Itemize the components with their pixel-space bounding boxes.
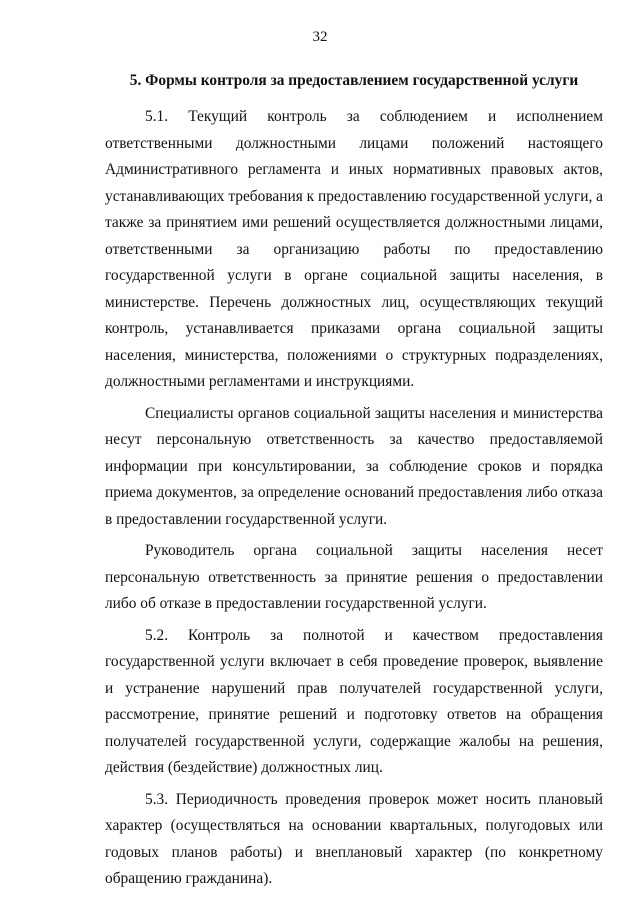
- paragraph-5-2: 5.2. Контроль за полнотой и качеством предоставления государственной услуги включает в себя проведение проверок, выявление и устранение нарушений прав получателей государственной услуги, рассмотрение, принятие решений и подготовку ответов на обращения получателей государственной услуги, содержащие жалобы на решения, действия (бездействие) должностных лиц.: [105, 626, 603, 776]
- page-number: 32: [312, 29, 328, 45]
- body-text: [105, 104, 603, 898]
- paragraph-5-3: 5.3. Периодичность проведения проверок может носить плановый характер (осуществляться на основании квартальных, полугодовых или годовых планов работы) и внеплановый характер (по конкретному обращению гражданина).: [105, 790, 603, 887]
- section-heading: 5. Формы контроля за предоставлением государственной услуги: [129, 72, 579, 89]
- paragraph-head-responsibility: Руководитель органа социальной защиты населения несет персональную ответственность за принятие решения о предоставлении либо об отказе в предоставлении государственной услуги.: [105, 542, 603, 612]
- paragraph-5-1: 5.1. Текущий контроль за соблюдением и исполнением ответственными должностными лицами положений настоящего Административного регламента и иных нормативных правовых актов, устанавливающих требования к предоставлению государственной услуги, а также за принятием ими решений осуществляется должностными лицами, ответственными за организацию работы по предоставлению государственной услуги в органе социальной защиты населения, в министерстве. Перечень должностных лиц, осуществляющих текущий контроль, устанавливается приказами органа социальной защиты населения, министерства, положениями о структурных подразделениях, должностными регламентами и инструкциями.: [105, 108, 603, 390]
- paragraph-specialists-responsibility: Специалисты органов социальной защиты населения и министерства несут персональную ответственность за качество предоставляемой информации при консультировании, за соблюдение сроков и порядка приема документов, за определение оснований предоставления либо отказа в предоставлении государственной услуги.: [105, 404, 603, 528]
